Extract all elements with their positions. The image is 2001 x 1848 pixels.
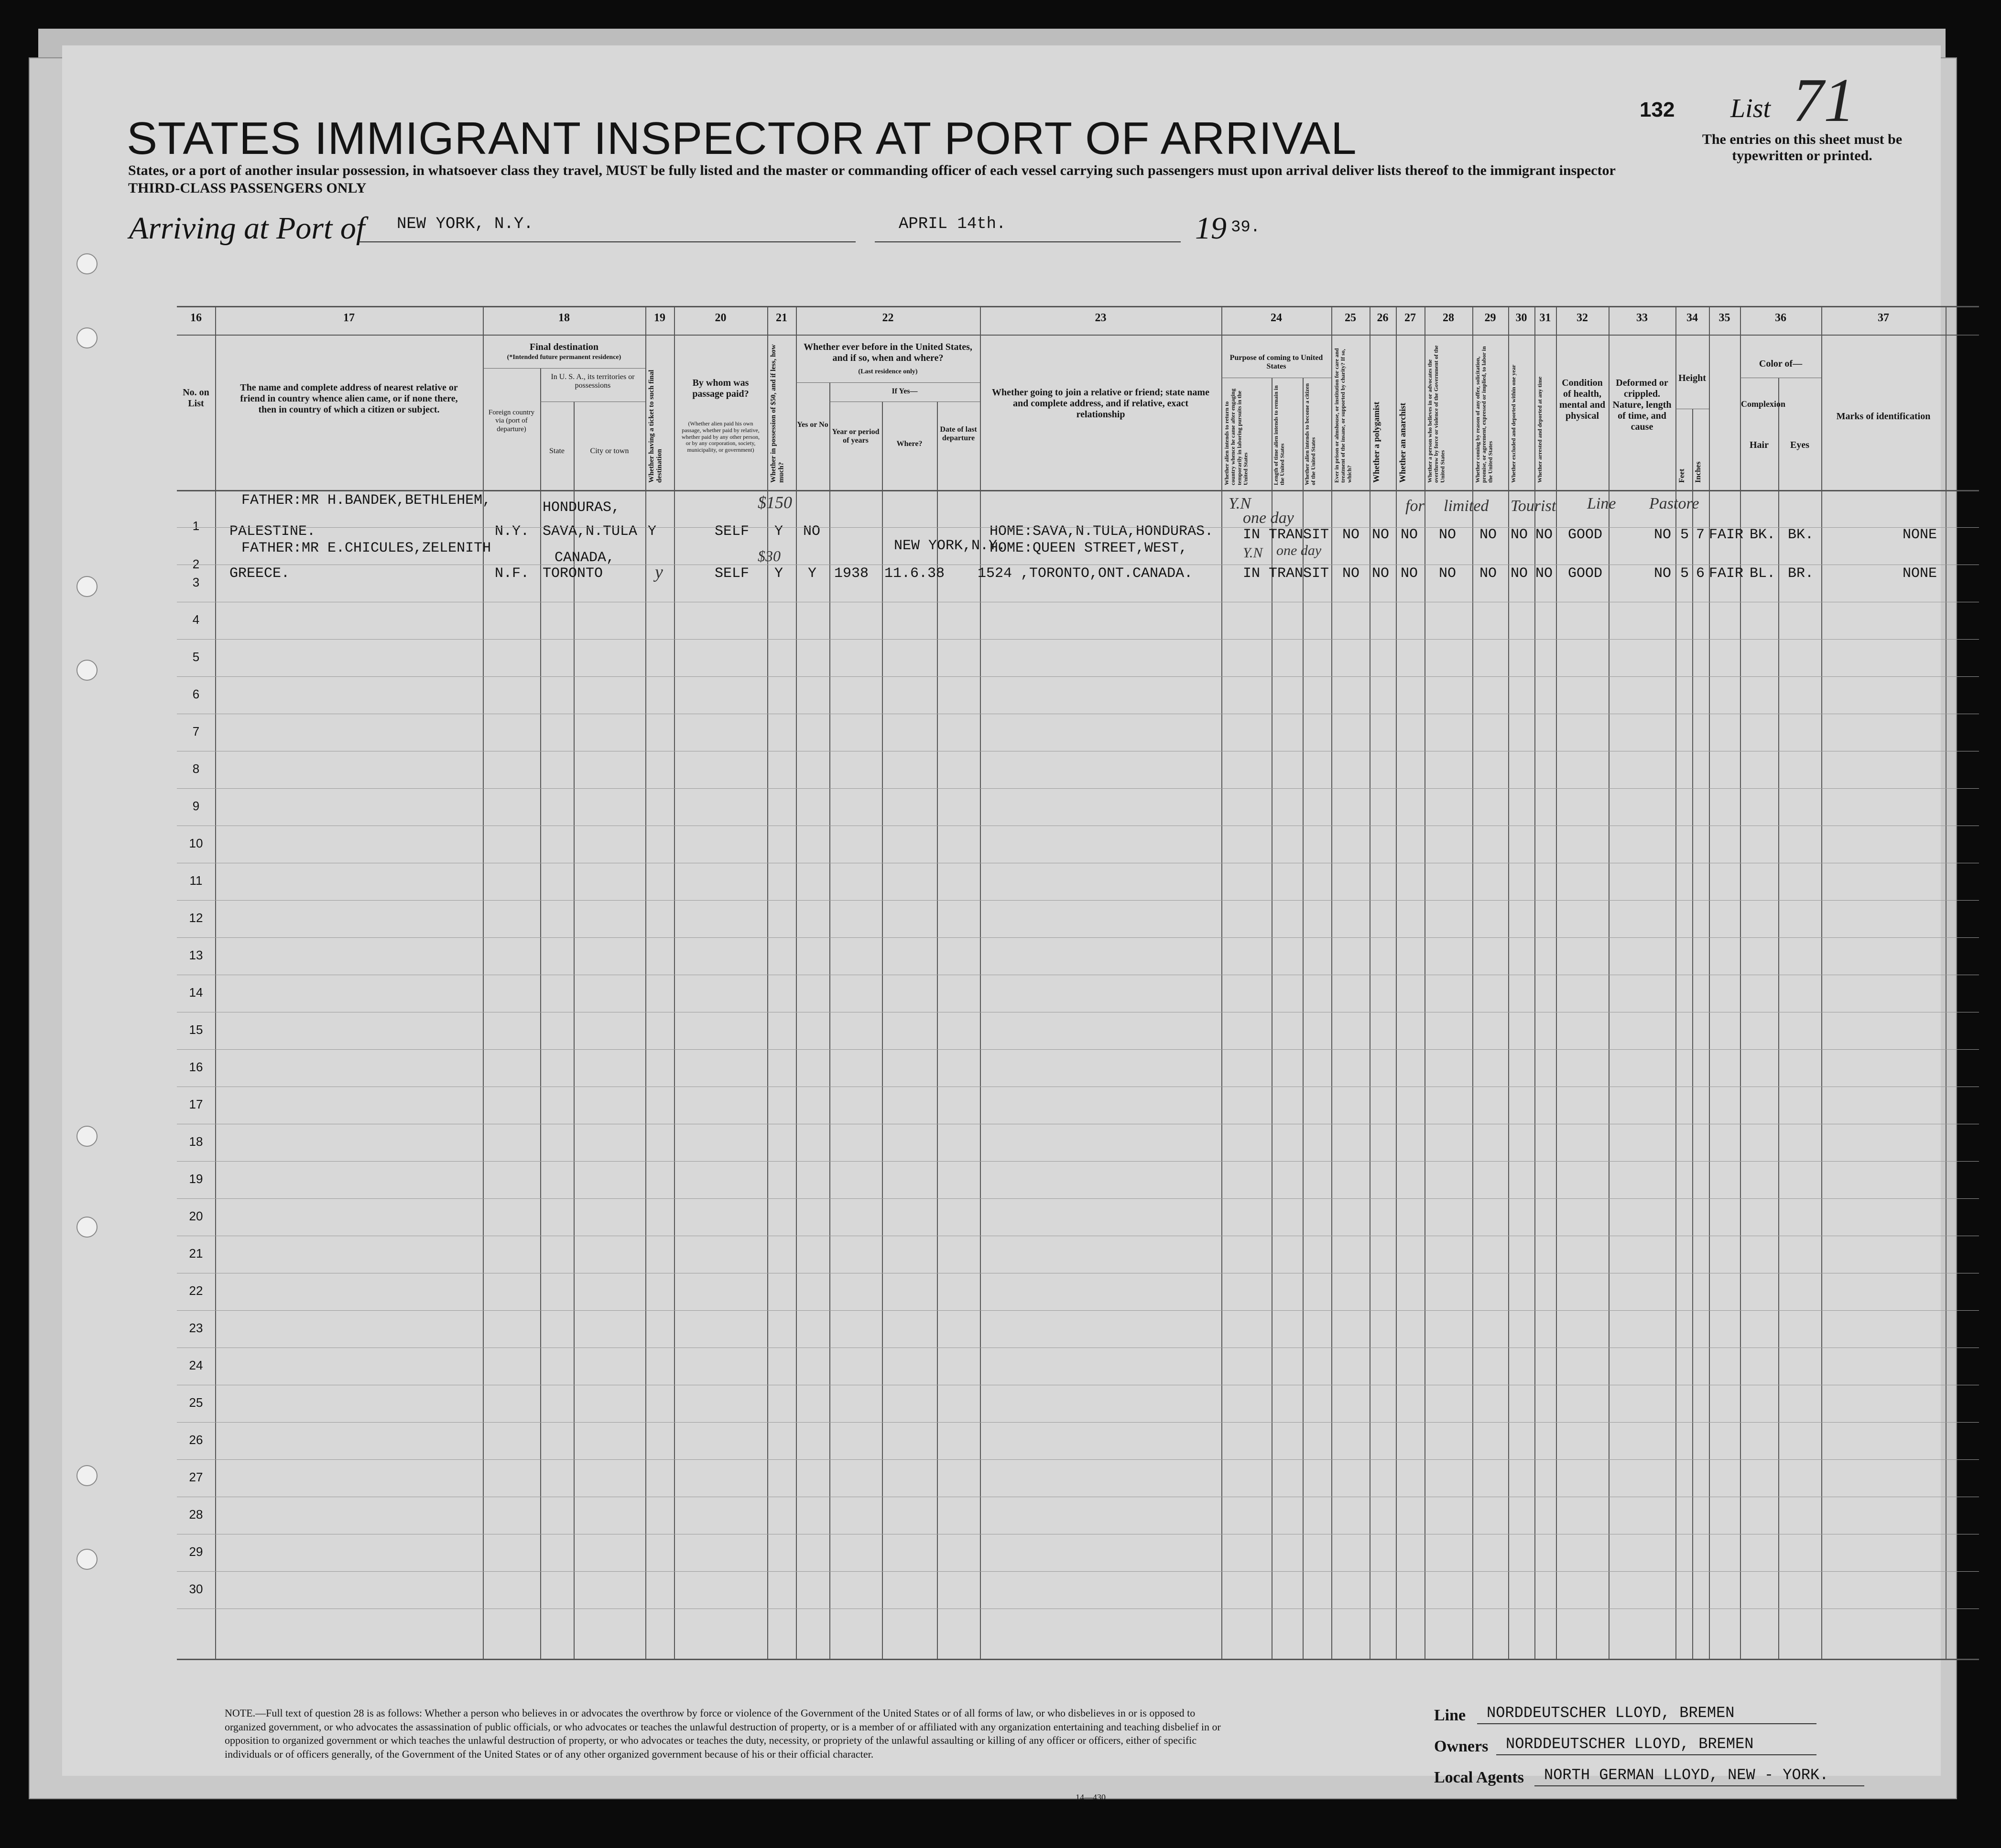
column-rule bbox=[1778, 378, 1779, 1659]
column-number: 29 bbox=[1484, 312, 1496, 324]
header-year-period: Year or period of years bbox=[832, 428, 880, 445]
column-number: 17 bbox=[343, 312, 355, 324]
ticket: Y bbox=[648, 523, 657, 540]
arriving-label: Arriving at Port of bbox=[129, 211, 365, 246]
money-yes: Y bbox=[774, 523, 783, 540]
header-ever-before: Whether ever before in the United States, and if so, when and where? bbox=[804, 342, 972, 363]
column-rule bbox=[574, 402, 575, 1659]
list-label: List bbox=[1730, 94, 1771, 123]
row-number: 13 bbox=[189, 948, 203, 962]
column-rule bbox=[1709, 306, 1710, 1659]
anarchist: NO bbox=[1401, 527, 1418, 543]
row-number: 21 bbox=[189, 1246, 203, 1261]
deported: NO bbox=[1511, 565, 1528, 582]
header-yes-no: Yes or No bbox=[797, 421, 828, 429]
column-rule bbox=[980, 306, 981, 1659]
column-number: 18 bbox=[558, 312, 570, 324]
column-number: 35 bbox=[1718, 312, 1730, 324]
date-departure: 11.6.38 bbox=[884, 565, 945, 582]
manifest-sheet bbox=[62, 45, 1941, 1802]
row-number: 22 bbox=[189, 1283, 203, 1298]
relative-line2: GREECE. bbox=[229, 565, 290, 582]
where: NEW YORK,N.Y. bbox=[894, 538, 1006, 554]
column-rule bbox=[882, 402, 883, 1659]
complexion: FAIR bbox=[1709, 565, 1744, 582]
punch-hole bbox=[76, 1549, 98, 1570]
header-feet: Feet bbox=[1678, 468, 1686, 483]
header-anarchist: Whether an anarchist bbox=[1398, 402, 1407, 483]
row-number: 5 bbox=[192, 650, 200, 664]
header-date-departure: Date of last departure bbox=[940, 425, 977, 443]
arrested-handwritten: Tourist bbox=[1511, 497, 1556, 515]
year-prefix: 19 bbox=[1195, 211, 1227, 246]
health: GOOD bbox=[1568, 527, 1603, 543]
header-ticket: Whether having a ticket to such final destination bbox=[648, 370, 663, 483]
deformed-handwritten: Pastore bbox=[1649, 495, 1699, 512]
offer: NO bbox=[1479, 527, 1497, 543]
form-number: 14—430 bbox=[1076, 1793, 1106, 1802]
relative-line2: PALESTINE. bbox=[229, 523, 316, 540]
row-number: 7 bbox=[192, 724, 200, 739]
state: N.Y. bbox=[495, 523, 530, 540]
form-title: STATES IMMIGRANT INSPECTOR AT PORT OF ARRIVAL bbox=[127, 113, 1357, 164]
owners-label: Owners bbox=[1434, 1738, 1489, 1755]
column-rule bbox=[540, 368, 541, 1659]
header-overthrow: Whether a person who believes in or advocates the overthrow by force or violence of the Government of the United States bbox=[1426, 345, 1446, 483]
header-health: Condition of health, mental and physical bbox=[1559, 378, 1606, 421]
column-number: 31 bbox=[1539, 312, 1551, 324]
prison: NO bbox=[1342, 527, 1360, 543]
joining-line2: 1524 ,TORONTO,ONT.CANADA. bbox=[978, 565, 1193, 582]
header-height: Height bbox=[1678, 373, 1706, 383]
column-rule bbox=[1821, 306, 1822, 1659]
row-number: 1 bbox=[192, 519, 200, 533]
header-marks: Marks of identification bbox=[1836, 411, 1931, 422]
row-number: 24 bbox=[189, 1358, 203, 1372]
purpose-handwritten-2: one day bbox=[1243, 509, 1294, 527]
date-value: APRIL 14th. bbox=[899, 215, 1006, 233]
column-number: 28 bbox=[1443, 312, 1454, 324]
header-eyes: Eyes bbox=[1790, 440, 1809, 450]
row-rule bbox=[177, 639, 1979, 640]
paid-by: SELF bbox=[715, 523, 750, 540]
header-color-of: Color of— bbox=[1759, 359, 1803, 369]
header-final-destination: Final destination bbox=[530, 342, 598, 352]
anarchist: NO bbox=[1401, 565, 1418, 582]
row-rule bbox=[177, 1161, 1979, 1162]
header-where: Where? bbox=[896, 440, 923, 448]
foreign-country: HONDURAS, bbox=[543, 500, 620, 516]
purpose-handwritten-2: one day bbox=[1276, 543, 1322, 558]
row-number: 10 bbox=[189, 836, 203, 850]
agents-underline bbox=[1534, 1785, 1864, 1786]
ticket: y bbox=[655, 562, 663, 582]
overthrow: NO bbox=[1439, 527, 1457, 543]
footnote: NOTE.—Full text of question 28 is as follows: Whether a person who believes in or advocates the overthrow by force or violence of the Government of the United States or of all forms of law, or who disbelieves in or is opposed to organized government, or who advocates the assassination of public officials, or who advocates or teaches the unlawful destruction of property, or is a member of or affiliated with any organization entertaining and teaching disbelief in or opposition to organized government or which teaches the unlawful destruction of property, or who advocates or teaches the duty, necessity, or propriety of the unlawful assaulting or killing of any officer or officers, either of specific individuals or of officers generally, of the Government of the United States or of any other organized government because of his or their official character. bbox=[225, 1707, 1221, 1760]
height-inches: 7 bbox=[1696, 527, 1705, 543]
line-underline bbox=[1477, 1723, 1816, 1724]
header-purpose-return: Whether alien intends to return to country whence he came after engaging temporarily in laboring pursuits in the United States bbox=[1223, 388, 1249, 485]
header-inches: Inches bbox=[1694, 461, 1702, 483]
header-purpose: Purpose of coming to United States bbox=[1229, 354, 1323, 371]
row-rule bbox=[177, 1049, 1979, 1050]
money-handwritten: $150 bbox=[758, 493, 792, 512]
complexion: FAIR bbox=[1709, 527, 1744, 543]
row-rule bbox=[177, 1198, 1979, 1199]
header-possession: Whether in possession of $50, and if less, how much? bbox=[770, 344, 785, 483]
row-number: 4 bbox=[192, 612, 200, 627]
column-number: 20 bbox=[715, 312, 727, 324]
column-rule bbox=[1508, 306, 1509, 1659]
punch-hole bbox=[76, 576, 98, 597]
marks: NONE bbox=[1903, 527, 1937, 543]
class-line: THIRD-CLASS PASSENGERS ONLY bbox=[128, 180, 367, 196]
polygamist: NO bbox=[1372, 527, 1390, 543]
year-suffix: 39. bbox=[1231, 218, 1261, 237]
header-prison: Ever in prison or almshouse, or institution for care and treatment of the insane, or supported by charity? If so, which? bbox=[1333, 348, 1353, 483]
column-rule bbox=[1946, 306, 1947, 1659]
deformed: NO bbox=[1654, 565, 1672, 582]
header-ever-before-note: (Last residence only) bbox=[858, 368, 918, 375]
header-arrested: Whether arrested and deported at any time bbox=[1536, 376, 1543, 483]
column-rule bbox=[1396, 306, 1397, 1659]
purpose: IN TRANSIT bbox=[1243, 527, 1329, 543]
punch-hole bbox=[76, 253, 98, 274]
ever-before: Y bbox=[808, 565, 817, 582]
row-rule bbox=[177, 1571, 1979, 1572]
header-in-usa: In U. S. A., its territories or possessions bbox=[551, 373, 635, 390]
health: GOOD bbox=[1568, 565, 1603, 582]
column-rule bbox=[796, 306, 797, 1659]
row-rule bbox=[177, 527, 1979, 528]
eyes: BR. bbox=[1788, 565, 1814, 582]
height-feet: 5 bbox=[1680, 527, 1689, 543]
column-number: 16 bbox=[190, 312, 202, 324]
owners-value: NORDDEUTSCHER LLOYD, BREMEN bbox=[1506, 1735, 1754, 1753]
column-number: 19 bbox=[654, 312, 665, 324]
row-rule bbox=[177, 676, 1979, 677]
port-value: NEW YORK, N.Y. bbox=[397, 215, 533, 233]
arrested: NO bbox=[1535, 527, 1553, 543]
column-rule bbox=[829, 382, 830, 1659]
row-number: 29 bbox=[189, 1544, 203, 1559]
city: TORONTO bbox=[543, 565, 603, 582]
row-number: 26 bbox=[189, 1433, 203, 1447]
header-state: State bbox=[549, 447, 565, 455]
header-offer: Whether coming by reason of any offer, solicitation, promise, or agreement, expressed or implied, to labor in the United States bbox=[1474, 346, 1494, 483]
header-hair: Hair bbox=[1750, 440, 1769, 450]
line-value: NORDDEUTSCHER LLOYD, BREMEN bbox=[1487, 1704, 1735, 1722]
header-polygamist: Whether a polygamist bbox=[1371, 402, 1381, 483]
foreign-country: CANADA, bbox=[555, 550, 615, 566]
row-number: 18 bbox=[189, 1134, 203, 1149]
column-rule bbox=[937, 402, 938, 1659]
deported: NO bbox=[1511, 527, 1528, 543]
header-joining: Whether going to join a relative or friend; state name and complete address, and if relative, exact relationship bbox=[992, 387, 1209, 420]
row-number: 20 bbox=[189, 1209, 203, 1223]
row-number: 3 bbox=[192, 575, 200, 589]
header-complexion: Complexion bbox=[1741, 399, 1786, 409]
column-rule bbox=[1221, 306, 1222, 1659]
purpose-handwritten: Y.N bbox=[1243, 545, 1263, 561]
header-no-on-list: No. on List bbox=[183, 387, 209, 409]
date-underline bbox=[875, 241, 1181, 242]
column-rule bbox=[1740, 306, 1741, 1659]
page-number: 132 bbox=[1640, 98, 1675, 121]
row-number: 25 bbox=[189, 1395, 203, 1410]
punch-hole bbox=[76, 1217, 98, 1238]
column-rule bbox=[215, 306, 216, 1659]
row-number: 11 bbox=[189, 873, 203, 888]
column-rule bbox=[1331, 306, 1332, 1659]
header-deported: Whether excluded and deported within one year bbox=[1510, 364, 1517, 483]
column-rule bbox=[483, 306, 484, 1659]
table-bottom-rule bbox=[177, 1659, 1979, 1660]
purpose: IN TRANSIT bbox=[1243, 565, 1329, 582]
row-number: 16 bbox=[189, 1060, 203, 1074]
column-number: 21 bbox=[776, 312, 787, 324]
column-number: 23 bbox=[1095, 312, 1107, 324]
row-number: 30 bbox=[189, 1582, 203, 1596]
local-agents-label: Local Agents bbox=[1434, 1769, 1524, 1786]
health-handwritten: Line bbox=[1587, 495, 1616, 512]
header-foreign-country: Foreign country via (port of departure) bbox=[488, 409, 535, 433]
subheader-rule bbox=[796, 382, 980, 383]
column-rule bbox=[674, 306, 675, 1659]
relative-line1: FATHER:MR E.CHICULES,ZELENITH bbox=[241, 540, 491, 556]
height-inches: 6 bbox=[1696, 565, 1705, 582]
column-number: 22 bbox=[882, 312, 894, 324]
column-number: 27 bbox=[1404, 312, 1416, 324]
column-rule bbox=[1692, 409, 1693, 1659]
row-rule bbox=[177, 937, 1979, 938]
row-rule bbox=[177, 1459, 1979, 1460]
marks: NONE bbox=[1903, 565, 1937, 582]
column-number: 26 bbox=[1377, 312, 1389, 324]
row-number: 2 bbox=[192, 557, 200, 571]
line-label: Line bbox=[1434, 1707, 1466, 1724]
owners-underline bbox=[1496, 1754, 1816, 1755]
row-number: 27 bbox=[189, 1470, 203, 1484]
offer: NO bbox=[1479, 565, 1497, 582]
row-number: 17 bbox=[189, 1097, 203, 1111]
hair: BL. bbox=[1750, 565, 1776, 582]
relative-line1: FATHER:MR H.BANDEK,BETHLEHEM, bbox=[241, 492, 491, 509]
offer-handwritten: limited bbox=[1444, 497, 1489, 515]
arrested: NO bbox=[1535, 565, 1553, 582]
row-number: 14 bbox=[189, 985, 203, 1000]
joining-line1: HOME:SAVA,N.TULA,HONDURAS. bbox=[990, 523, 1214, 540]
column-number: 32 bbox=[1577, 312, 1588, 324]
money-handwritten: $30 bbox=[758, 547, 781, 565]
header-deformed: Deformed or crippled. Nature, length of time, and cause bbox=[1612, 378, 1672, 432]
row-number: 9 bbox=[192, 799, 200, 813]
column-number: 33 bbox=[1636, 312, 1648, 324]
column-number: 36 bbox=[1775, 312, 1786, 324]
header-city: City or town bbox=[590, 447, 629, 455]
column-rule bbox=[1556, 306, 1557, 1659]
punch-hole bbox=[76, 327, 98, 348]
state: N.F. bbox=[495, 565, 530, 582]
header-passage-paid-note: (Whether alien paid his own passage, whether paid by relative, whether paid by any other person, or by any corporation, society, municipality, or government) bbox=[681, 420, 760, 454]
row-number: 19 bbox=[189, 1172, 203, 1186]
height-feet: 5 bbox=[1680, 565, 1689, 582]
ever-before: NO bbox=[803, 523, 821, 540]
overthrow-handwritten: for bbox=[1405, 497, 1425, 515]
list-number: 71 bbox=[1793, 66, 1855, 135]
local-agents-value: NORTH GERMAN LLOYD, NEW - YORK. bbox=[1544, 1766, 1829, 1784]
subheader-rule bbox=[483, 368, 645, 369]
column-number: 37 bbox=[1878, 312, 1889, 324]
row-number: 12 bbox=[189, 911, 203, 925]
header-final-destination-note: (*Intended future permanent residence) bbox=[507, 354, 621, 361]
header-if-yes: If Yes— bbox=[892, 387, 918, 395]
column-number: 34 bbox=[1686, 312, 1698, 324]
manifest-table bbox=[177, 306, 1979, 1659]
money-yes: Y bbox=[774, 565, 783, 582]
purpose-handwritten: Y.N bbox=[1229, 495, 1251, 512]
overthrow: NO bbox=[1439, 565, 1457, 582]
hair: BK. bbox=[1750, 527, 1776, 543]
polygamist: NO bbox=[1372, 565, 1390, 582]
header-passage-paid: By whom was passage paid? bbox=[692, 378, 749, 399]
year-period: 1938 bbox=[834, 565, 869, 582]
punch-hole bbox=[76, 660, 98, 681]
punch-hole bbox=[76, 1465, 98, 1486]
row-number: 15 bbox=[189, 1022, 203, 1037]
column-rule bbox=[645, 306, 646, 1659]
row-number: 8 bbox=[192, 761, 200, 776]
row-rule bbox=[177, 1422, 1979, 1423]
row-rule bbox=[177, 1310, 1979, 1311]
row-rule bbox=[177, 900, 1979, 901]
header-purpose-length: Length of time alien intends to remain in the United States bbox=[1272, 385, 1286, 485]
row-number: 28 bbox=[189, 1507, 203, 1522]
joining-line1: HOME:QUEEN STREET,WEST, bbox=[990, 540, 1188, 556]
typewritten-note: The entries on this sheet must be typewritten or printed. bbox=[1702, 131, 1903, 163]
column-number: 30 bbox=[1515, 312, 1527, 324]
column-number: 24 bbox=[1271, 312, 1282, 324]
row-number: 23 bbox=[189, 1321, 203, 1335]
header-relative: The name and complete address of nearest relative or friend in country whence alien came, or if none there, then in country of which a citizen or subject. bbox=[240, 382, 458, 415]
eyes: BK. bbox=[1788, 527, 1814, 543]
paid-by: SELF bbox=[715, 565, 750, 582]
form-subtitle: States, or a port of another insular possession, in whatsoever class they travel, MUST be fully listed and the master or commanding officer of each vessel carrying such passengers must upon arrival deliver lists thereof to the immigrant inspector bbox=[128, 163, 1616, 178]
city: SAVA,N.TULA bbox=[543, 523, 638, 540]
port-underline bbox=[359, 241, 856, 242]
header-purpose-citizen: Whether alien intends to become a citizen of the United States bbox=[1304, 383, 1317, 485]
deformed: NO bbox=[1654, 527, 1672, 543]
row-number: 6 bbox=[192, 687, 200, 701]
prison: NO bbox=[1342, 565, 1360, 582]
row-rule bbox=[177, 788, 1979, 789]
column-number: 25 bbox=[1345, 312, 1356, 324]
punch-hole bbox=[76, 1126, 98, 1147]
